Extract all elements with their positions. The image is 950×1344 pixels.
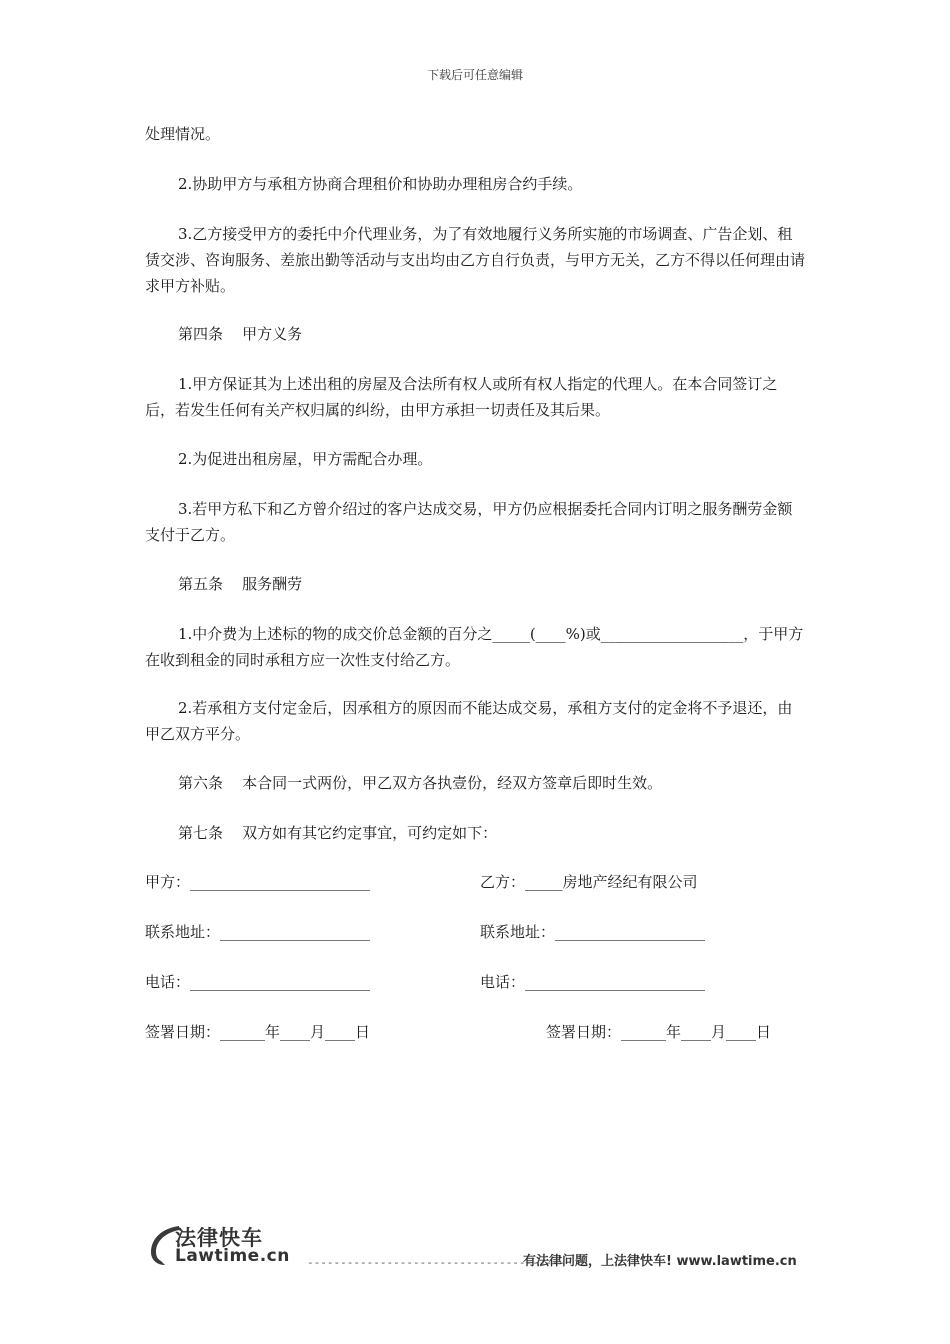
clause-3-3: 3.乙方接受甲方的委托中介代理业务，为了有效地履行义务所实施的市场调查、广告企划、租赁交涉、咨询服务、差旅出勤等活动与支出均由乙方自行负责，与甲方无关，乙方不得以任何理由请求甲方补贴。 (145, 225, 806, 295)
party-b-address: 联系地址：____________________ (480, 923, 706, 941)
footer-dash-line: --------------------------------------- (307, 1256, 566, 1269)
party-b-field: 乙方：_____房地产经纪有限公司 (480, 873, 698, 891)
logo-chinese-text: 法律快车 (175, 1226, 263, 1250)
clause-3-2: 2.协助甲方与承租方协商合理租价和协助办理租房合约手续。 (178, 175, 583, 193)
page-footer (145, 1222, 805, 1272)
footer-slogan: 有法律问题，上法律快车! www.lawtime.cn (523, 1254, 797, 1269)
party-a-phone: 电话：________________________ (145, 973, 371, 991)
party-a-address: 联系地址：____________________ (145, 923, 371, 941)
party-b-sign-date: 签署日期：______年____月____日 (546, 1023, 772, 1041)
clause-4-2: 2.为促进出租房屋，甲方需配合办理。 (178, 450, 433, 468)
article-5-heading: 第五条 服务酬劳 (178, 575, 303, 593)
page-header: 下载后可任意编辑 (426, 68, 523, 82)
clause-5-2: 2.若承租方支付定金后，因承租方的原因而不能达成交易，承租方支付的定金将不予退还，由甲乙双方平分。 (145, 699, 793, 743)
paragraph-continuation: 处理情况。 (145, 125, 221, 143)
clause-4-3: 3.若甲方私下和乙方曾介绍过的客户达成交易，甲方仍应根据委托合同内订明之服务酬劳金额支付于乙方。 (145, 500, 793, 544)
clause-4-1: 1.甲方保证其为上述出租的房屋及合法所有权人或所有权人指定的代理人。在本合同签订之后，若发生任何有关产权归属的纠纷，由甲方承担一切责任及其后果。 (145, 375, 778, 419)
party-b-phone: 电话：________________________ (480, 973, 706, 991)
logo-english-text: Lawtime.cn (175, 1246, 290, 1266)
article-6: 第六条 本合同一式两份，甲乙双方各执壹份，经双方签章后即时生效。 (178, 774, 663, 792)
article-7: 第七条 双方如有其它约定事宜，可约定如下： (178, 824, 498, 842)
party-a-sign-date: 签署日期：______年____月____日 (145, 1023, 371, 1041)
article-4-heading: 第四条 甲方义务 (178, 325, 303, 343)
clause-5-1: 1.中介费为上述标的物的成交价总金额的百分之_____(____%)或___________________，于甲方在收到租金的同时承租方应一次性支付给乙方。 (145, 625, 804, 669)
party-a-field: 甲方：________________________ (145, 873, 371, 891)
